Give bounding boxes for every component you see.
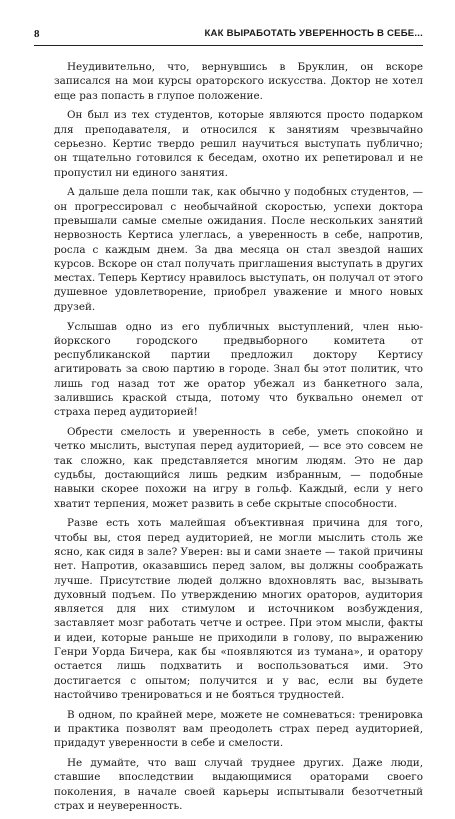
header-rule xyxy=(34,45,423,46)
paragraph: Он был из тех студентов, которые являются просто подарком для преподавателя, и относился к занятиям чрезвычайно серьезно. Кертис твердо решил научиться выступать публично; он тщательно готовился к беседам, охотно их репетировал и не пропустил ни единого занятия. xyxy=(54,109,423,179)
paragraph: Услышав одно из его публичных выступлений, член нью-йоркского городского предвыборного комитета от республиканской партии предложил доктору Кертису агитировать за свою партию в городе. Знал бы этот политик, что лишь год назад тот же оратор убежал из банкетного зала, залившись краской стыда, потому что буквально онемел от страха перед аудиторией! xyxy=(54,320,423,419)
running-title: КАК ВЫРАБОТАТЬ УВЕРЕННОСТЬ В СЕБЕ... xyxy=(204,28,423,39)
page-header xyxy=(34,28,423,42)
paragraph: А дальше дела пошли так, как обычно у подобных студентов, — он прогрессировал с необычайной скоростью, успехи доктора превышали самые смелые ожидания. После нескольких занятий нервозность Кертиса улеглась, а уверенность в себе, напротив, росла с каждым днем. За два месяца он стал звездой наших курсов. Вскоре он стал получать приглашения выступать в других местах. Теперь Кертису нравилось выступать, он получал от этого душевное удовлетворение, приобрел уважение и много новых друзей. xyxy=(54,186,423,313)
paragraph: Разве есть хоть малейшая объективная причина для того, чтобы вы, стоя перед аудиторией, не могли мыслить столь же ясно, как сидя в зале? Уверен: вы и сами знаете — такой причины нет. Напротив, оказавшись перед залом, вы должны соображать лучше. Присутствие людей должно вдохновлять вас, вызывать духовный подъем. По утверждению многих ораторов, аудитория является для них стимулом и источником возбуждения, заставляет мозг работать четче и острее. При этом мысли, факты и идеи, которые раньше не приходили в голову, по выражению Генри Уорда Бичера, как бы «появляются из тумана», и оратору остается лишь подхватить и воспользоваться ими. Это достигается с опытом; получится и у вас, если вы будете настойчиво тренироваться и не бояться трудностей. xyxy=(54,517,423,701)
paragraph: В одном, по крайней мере, можете не сомневаться: тренировка и практика позволят вам преодолеть страх перед аудиторией, придадут уверенности в себе и смелости. xyxy=(54,708,423,750)
paragraph: Обрести смелость и уверенность в себе, уметь спокойно и четко мыслить, выступая перед аудиторией, — все это совсем не так сложно, как представляется многим людям. Это не дар судьбы, достающийся лишь редким избранным, — подобные навыки скорее похожи на игру в гольф. Каждый, если у него хватит терпения, может развить в себе скрытые способности. xyxy=(54,426,423,510)
paragraph: Не думайте, что ваш случай труднее других. Даже люди, ставшие впоследствии выдающимися ораторами своего поколения, в начале своей карьеры испытывали безотчетный страх и неуверенность. xyxy=(54,757,423,813)
page-number: 8 xyxy=(34,28,40,40)
body-text xyxy=(54,60,423,819)
paragraph: Неудивительно, что, вернувшись в Бруклин, он вскоре записался на мои курсы ораторского искусства. Доктор не хотел еще раз попасть в глупое положение. xyxy=(54,61,423,102)
